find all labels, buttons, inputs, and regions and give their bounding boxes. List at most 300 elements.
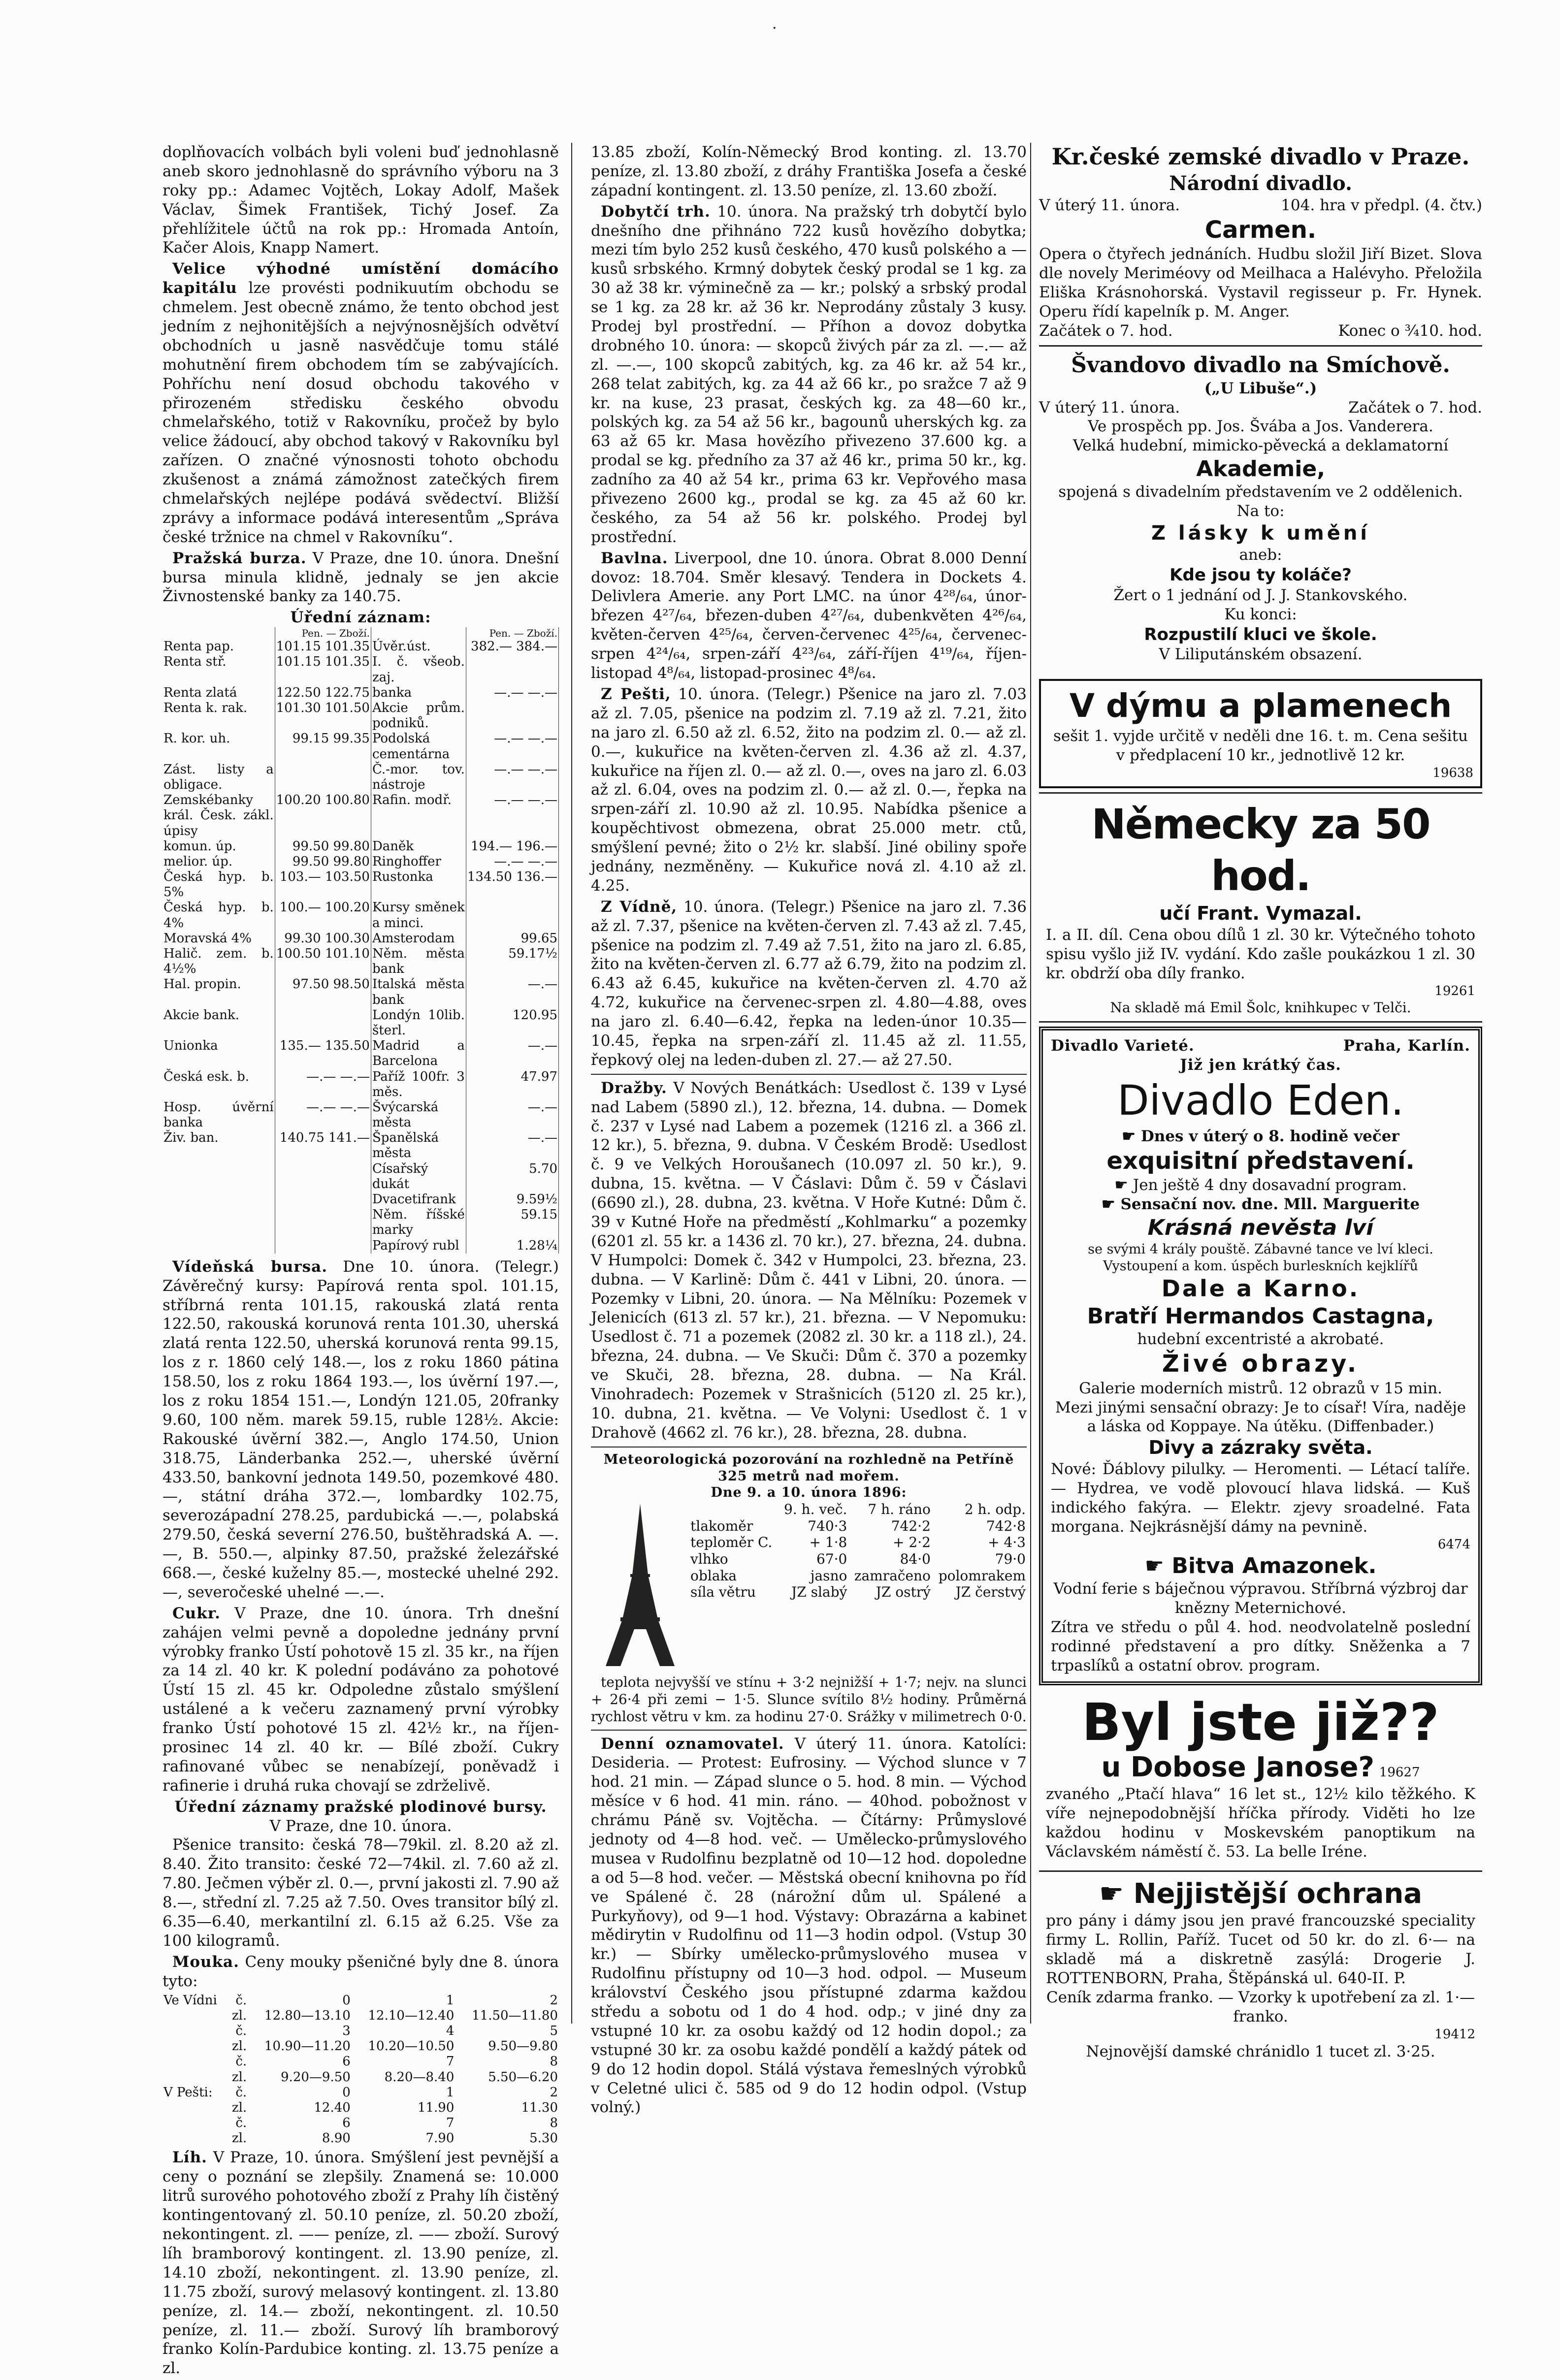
vienna-exchange-title: Vídeňská bursa. [172, 1257, 327, 1276]
exchange-row [162, 839, 559, 854]
exchange-row-cell: Renta pap. [162, 639, 275, 654]
flour-row-cell [162, 2039, 228, 2054]
flour-row-cell [162, 2100, 228, 2116]
exchange-row-cell: —.— —.— [466, 762, 558, 793]
pest-article [591, 685, 1027, 896]
exchange-row-cell: Kursy směnek a minci. [371, 900, 466, 931]
flour-row-cell: 12.80—13.10 [264, 2008, 351, 2023]
national-theatre-sub: Národní divadlo. [1169, 171, 1352, 195]
exchange-row-cell [162, 1238, 275, 1254]
exchange-row [162, 654, 559, 685]
ad-smoke-flames [1039, 679, 1482, 788]
ad2-num: 19261 [1434, 983, 1475, 998]
exchange-row [162, 731, 559, 762]
svanda-theatre [1039, 352, 1482, 664]
flour-table [162, 1993, 559, 2147]
exchange-row-cell: 100.50 101.10 [275, 946, 371, 977]
flour-row-cell: 3 [342, 2023, 351, 2038]
meteo-row-cell: 67·0 [816, 1551, 847, 1568]
exchange-row [162, 639, 559, 654]
exchange-row [162, 977, 559, 1007]
vienna-exchange [162, 1257, 559, 1602]
flour-row-cell: 7 [446, 2054, 455, 2069]
meteo-row-cell: teploměr C. [690, 1534, 773, 1551]
exchange-row-cell [162, 1192, 275, 1207]
meteo-row-cell: + 1·8 [809, 1534, 847, 1551]
svanda-title: Švandovo divadlo na Smíchově. [1071, 353, 1450, 378]
pest-title: Z Pešti, [601, 685, 671, 703]
exchange-row [162, 1238, 559, 1254]
pointing-hand-icon: ☛ [1099, 1878, 1124, 1910]
flour-row-cell: 7.90 [425, 2131, 455, 2146]
vienna-exchange-text: Dne 10. února. (Telegr.) Závěrečný kursy: Papírová renta spol. 101.15, stříbrná renta 101.15, rakouská zlatá renta 122.50, rakouská korunová renta 101.30, uherská zlatá renta 122.50, uherská korunová renta 99.15, los z r. 1860 celý 148.—, los z roku 1860 pátina 158.50, los z roku 1864 193.—, los úvěrní 197.—, los z roku 1854 151.—, Londýn 121.05, 20franky 9.60, 100 něm. marek 59.15, ruble 128½. Akcie: Rakouské úvěrní 382.—, Anglo 174.50, Union 318.75, Länderbanka 252.—, uherské úvěrní 433.50, bankovní jednota 149.50, pozemkové 480.—, státní dráha 372.—, lombardky 102.75, severozápadní 278.25, pardubická —.—, polabská 279.50, česká severní 276.50, buštěhradská A. —.—, B. 550.—, alpinky 87.50, pražské železářské 668.—, české kuželny 85.—, mostecké uhelné 292.—, severočeské uhelné —.—. [162, 1257, 559, 1601]
exchange-head-left: Pen. — Zboží. [275, 627, 371, 639]
exchange-row-cell: Rustonka [371, 869, 466, 900]
meteo-row-cell: 79·0 [995, 1551, 1026, 1568]
exchange-row [162, 1130, 559, 1161]
t1-end: Konec o ³⁄₄10. hod. [1338, 322, 1482, 340]
eden-l15: Nové: Ďáblovy pilulky. — Heromenti. — Létací talíře. — Hydrea, ve vodě plovoucí hlava lidská. — Kuš indického fakýra. — Elektr. zjevy sroadelné. Fata morgana. Nejkrásnější dámy na pevnině. [1051, 1460, 1470, 1536]
eden-l14: Divy a zázraky světa. [1148, 1437, 1373, 1459]
exchange-row-cell: Zemskébanky král. Česk. zákl. úpisy [162, 793, 275, 839]
flour-row-cell: zl. [231, 2131, 247, 2146]
meteo-row [689, 1518, 1027, 1535]
meteo-head-cell: 7 h. ráno [868, 1501, 931, 1518]
eden-l5: Krásná nevěsta lví [1147, 1215, 1374, 1240]
flour-row-cell: 5.50—6.20 [488, 2069, 558, 2085]
meteo-row-cell: jasno [810, 1567, 847, 1584]
eden-l12: Galerie moderních mistrů. 12 obrazů v 15 min. [1079, 1379, 1442, 1397]
meteo-row-cell: zamračeno [854, 1567, 931, 1584]
exchange-row-cell: Česká hyp. b. 4% [162, 900, 275, 931]
exchange-row-cell: Císařský dukát [371, 1161, 466, 1192]
exchange-row-cell: Papírový rubl [371, 1238, 466, 1254]
flour-row-cell: 11.30 [521, 2100, 558, 2115]
exchange-row-cell: —.— [466, 1100, 558, 1130]
flour-row [162, 2131, 559, 2146]
exchange-row-cell: I. č. všeob. zaj. [371, 654, 466, 685]
exchange-row [162, 1161, 559, 1192]
national-theatre-title: Kr.české zemské divadlo v Praze. [1051, 143, 1470, 170]
t2-text1: Ve prospěch pp. Jos. Švába a Jos. Vanderera. [1088, 418, 1433, 436]
pointing-hand-icon: ☛ [1114, 1176, 1128, 1194]
flour-row-cell: Ve Vídni [163, 1993, 217, 2008]
exchange-row [162, 900, 559, 931]
meteo-head-row [689, 1501, 1027, 1518]
exchange-row-cell: Něm. říšské marky [371, 1207, 466, 1238]
eden-l3-text: Jen ještě 4 dny dosavadní program. [1133, 1176, 1407, 1194]
crops-text: Pšenice transito: česká 78—79kil. zl. 8.20 až zl. 8.40. Žito transito: české 72—74kil. zl. 7.60 až zl. 7.80. Ječmen výběr zl. 0.—, první jakosti zl. 7.90 až 8.—, střední zl. 7.25 až 7.50. Oves transitor bílý zl. 6.35—6.40, merkantilní zl. 6.15 až 6.25. Vše za 100 kilogramů. [162, 1836, 559, 1950]
exchange-row-cell: 103.— 103.50 [275, 869, 371, 900]
exchange-row-cell: —.— —.— [275, 1100, 371, 1130]
t2-play1: Z lásky k umění [1151, 522, 1370, 545]
exchange-row-cell: Úvěr.úst. [371, 639, 466, 654]
eden-l17: Vodní ferie s báječnou výpravou. Stříbrná výzbroj dar knězny Meternichové. [1053, 1580, 1468, 1617]
exchange-row-cell: Paříž 100fr. 3 měs. [371, 1069, 466, 1100]
exchange-row-cell: 97.50 98.50 [275, 977, 371, 1007]
flour-row-cell: 0 [342, 1993, 351, 2008]
exchange-row-cell: Ringhoffer [371, 854, 466, 869]
exchange-row-cell: melior. úp. [162, 854, 275, 869]
prague-exchange-title: Pražská burza. [172, 549, 307, 567]
meteo-row-cell: oblaka [690, 1567, 737, 1584]
exchange-row-cell: 101.30 101.50 [275, 701, 371, 731]
exchange-row-cell: —.— —.— [466, 793, 558, 839]
vienna-grain-article [591, 898, 1027, 1070]
flour-row-cell: zl. [231, 2039, 247, 2054]
flour-row [162, 2054, 559, 2069]
ad4-title-text: Nejjistější ochrana [1133, 1878, 1423, 1910]
exchange-row-cell: 59.15 [466, 1207, 558, 1238]
exchange-row-cell: —.— —.— [466, 685, 558, 701]
flour-row-cell: 5.30 [529, 2131, 558, 2146]
ad1-text: sešit 1. vyjde určitě v neděli dne 16. t. m. Cena sešitu v předplacení 10 kr., jednotlivě 12 kr. [1053, 727, 1468, 765]
flour-row-cell: 6 [342, 2116, 351, 2131]
meteo-row-cell: síla větru [690, 1584, 756, 1601]
exchange-row-cell: Česká hyp. b. 5% [162, 869, 275, 900]
t2-akademie: Akademie, [1196, 456, 1325, 482]
flour-row-cell: 4 [446, 2023, 455, 2038]
eiffel-tower-illustration [591, 1501, 689, 1673]
exchange-row [162, 1192, 559, 1207]
eden-l4-text: Sensační nov. dne. Mll. Marguerite [1120, 1195, 1420, 1213]
column-3 [1039, 143, 1482, 2070]
exchange-row-cell: 194.— 196.— [466, 839, 558, 854]
exchange-row-cell [275, 1008, 371, 1038]
eden-l3 [1051, 1176, 1470, 1195]
exchange-row [162, 1008, 559, 1038]
flour-row-cell [162, 2070, 228, 2085]
flour-row-cell: 9.50—9.80 [488, 2039, 558, 2054]
flour-row-cell: zl. [231, 2069, 247, 2085]
ad-eden [1039, 1027, 1482, 1685]
eden-l13: Mezi jinými sensační obrazy: Je to císař! Víra, naděje a láska od Koppaye. Na útěku. (Diffenbader.) [1055, 1398, 1466, 1436]
auctions-text: V Nových Benátkách: Usedlost č. 139 v Lysé nad Labem (5890 zl.), 12. března, 14. dubna. — Domek č. 237 v Lysé nad Labem a pozemek (1216 zl. a 366 zl. 12 kr.), 5. března, 9. dubna. V Českém Brodě: Usedlost č. 9 ve Velkých Horoušanech (10.097 zl. 50 kr.), 9. dubna, 15. května. — V Čáslavi: Dům č. 59 v Čáslavi (6690 zl.), 28. dubna, 23. května. V Hoře Kutné: Dům č. 39 v Kutné Hoře na předměstí „Kohlmarku“ a pozemky (6201 zl. 55 kr. a 1436 zl. 70 kr.), 27. března, 24. dubna. V Humpolci: Domek č. 342 v Humpolci, 23. března, 23. dubna. — V Karlině: Dům č. 441 v Libni, 20. února. — Pozemky v Libni, 20. února. — Na Mělníku: Pozemek v Jelenicích (613 zl. 57 kr.), 21. března. — V Nepomuku: Usedlost č. 71 a pozemek (2082 zl. 30 kr. a 118 zl.), 24. března, 24. dubna. — Ve Skuči: Dům č. 370 a pozemky ve Skuči, 28. března, 28. dubna. — Na Král. Vinohradech: Pozemek v Strašnicích (5120 zl. 25 kr.), 10. dubna, 21. května. — Ve Volyni: Usedlost č. 1 v Drahově (4662 zl. 76 kr.), 28. března, 28. dubna. [591, 1079, 1027, 1442]
exchange-row-cell: Akcie prům. podniků. [371, 701, 466, 731]
meteo-title: Meteorologická pozorování na rozhledně na Petříně 325 metrů nad mořem. [603, 1451, 1014, 1484]
t2-date: V úterý 11. února. [1039, 398, 1180, 417]
flour-row-cell: 12.10—12.40 [368, 2008, 455, 2023]
flour-row-cell: 7 [446, 2116, 455, 2131]
pointing-hand-icon: ☛ [1122, 1127, 1136, 1145]
exchange-row-cell [466, 900, 558, 931]
eden-l9: Bratří Hermandos Castagna, [1087, 1304, 1434, 1329]
crops-date: V Praze, dne 10. února. [269, 1817, 452, 1835]
exchange-row-cell: Hal. propin. [162, 977, 275, 1007]
t1-play: Carmen. [1204, 216, 1317, 244]
flour-row-cell: č. [235, 2116, 247, 2131]
meteo-row-cell: 84·0 [900, 1551, 931, 1568]
eden-l8: Dale a Karno. [1161, 1275, 1360, 1302]
t2-play1b: Kde jsou ty koláče? [1170, 565, 1352, 585]
column-2 [591, 143, 1027, 2119]
meteo-date: Dne 9. a 10. února 1896: [711, 1485, 907, 1501]
flour-row [162, 2085, 559, 2100]
meteo-row-cell: + 2·2 [893, 1534, 931, 1551]
exchange-row-cell: R. kor. uh. [162, 731, 275, 762]
ad4-num: 19412 [1434, 2026, 1475, 2042]
exchange-row-cell: 120.95 [466, 1008, 558, 1038]
flour-text: Ceny mouky pšeničné byly dne 8. února tyto: [162, 1953, 559, 1990]
t2-play2: Rozpustilí kluci ve škole. [1144, 624, 1377, 644]
cattle-title: Dobytčí trh. [601, 202, 711, 221]
flour-row [162, 2100, 559, 2116]
t1-perf: 104. hra v předpl. (4. čtv.) [1281, 196, 1482, 214]
pest-text: 10. února. (Telegr.) Pšenice na jaro zl. 7.03 až zl. 7.05, pšenice na podzim zl. 7.19 až zl. 7.21, žito na jaro zl. 6.50 až zl. 6.52, žito na podzim zl. 0.— až zl. 0.—, kukuřice na květen-červen zl. 4.36 až zl. 4.37, kukuřice na říjen zl. 0.— až zl. 0.—, oves na jaro zl. 6.03 až zl. 6.04, oves na podzim zl. 0.— až zl. 0.—, řepka na srpen-září zl. 10.90 až zl. 10.95. Nabídka pšenice a koupěchtivost obmezena, obrat 25.000 metr. ctů, smýšlení pevné; žito o 2½ kr. slabší. Jiné obiliny spoře jednány, nezměněny. — Kukuřice nová zl. 4.10 až zl. 4.25. [591, 685, 1027, 895]
tower-icon [591, 1501, 689, 1669]
exchange-row-cell [275, 1207, 371, 1238]
flour-row-cell [162, 2024, 228, 2039]
meteo-row [689, 1551, 1027, 1568]
eden-top3: Již jen krátký čas. [1180, 1056, 1341, 1074]
exchange-row-cell: —.— —.— [466, 854, 558, 869]
prague-exchange [162, 549, 559, 607]
flour-row [162, 2116, 559, 2131]
meteo-row [689, 1584, 1027, 1601]
exchange-row-cell: 382.— 384.— [466, 639, 558, 654]
t1-text: Opera o čtyřech jednáních. Hudbu složil Jiří Bizet. Slova dle novely Meriméovy od Meilhaca a Halévyho. Přeložila Eliška Krásnohorská. Vystavil regisseur p. Fr. Hynek. Operu řídí kapelník p. M. Anger. [1039, 245, 1482, 321]
spirits-title: Líh. [172, 2149, 207, 2167]
exchange-row [162, 1069, 559, 1100]
ad4-title [1046, 1877, 1475, 1911]
meteo-table [689, 1501, 1027, 1601]
ad1-title: V dýmu a plamenech [1069, 687, 1452, 725]
intro-paragraph: doplňovacích volbách byli voleni buď jednohlasně aneb skoro jednohlasně do správního výboru na 3 roky pp.: Adamec Vojtěch, Lokay Adolf, Mašek Václav, Šimek František, Tichý Josef. Za přehlížitele účtů na rok pp.: Hromada Antoín, Kačer Alois, Knapp Namert. [162, 143, 559, 257]
flour-row-cell: 10.90—11.20 [264, 2039, 351, 2054]
flour-row-cell: 12.40 [314, 2100, 351, 2115]
sugar-title: Cukr. [172, 1604, 221, 1622]
exchange-row-cell [466, 701, 558, 731]
ad3-sub: u Dobose Janose? [1101, 1751, 1374, 1784]
exchange-row-cell [162, 1207, 275, 1238]
meteo-row-cell: tlakoměr [690, 1517, 753, 1534]
spirits-text: V Praze, 10. února. Smýšlení jest pevnější a ceny o poznání se zlepšily. Znamená se: 10.000 litrů surového pohotového zboží z Prahy líh čistěný kontingentovaný zl. 50.10 peníze, zl. 50.20 zboží, nekontingent. zl. —— peníze, zl. —— zboží. Surový líh bramborový kontingent. zl. 13.90 peníze, zl. 14.10 zboží, nekontingent. zl. 13.90 peníze, zl. 11.75 zboží, surový melasový kontingent. zl. 13.80 peníze, zl. 14.— zboží, nekontingent. zl. 10.50 peníze, zl. 11.— zboží. Surový líh bramborový franko Kolín-Pardubice konting. zl. 13.75 peníze a zl. [162, 2149, 559, 2378]
svanda-sub: („U Libuše“.) [1204, 379, 1317, 397]
t1-date: V úterý 11. února. [1039, 196, 1180, 214]
flour-row-cell: č. [235, 2054, 247, 2069]
capital-text: lze provésti podnikuutím obchodu se chmelem. Jest obecně známo, že tento obchod jest jedním z nejhonitějších a nejvýnosnějších odvětví obchodních u jasně nasvědčuje tomu stálé mohutnění firem obchodem tím se zabývajících. Pohříchu není dosud obchodu takového v přirozeném středisku českého obvodu chmelařského, totiž v Rakovníku, pročež by bylo velice žádoucí, aby obchod takový v Rakovníku byl zařízen. O značné výnosnosti tohoto obchodu zkušenost a známá zámožnost zatečkých firem chmelařských nejlépe podává svědectví. Bližší zprávy a informace podává interesentům „Správa české tržnice na chmel v Rakovníku“. [162, 279, 559, 546]
exchange-row [162, 701, 559, 731]
exchange-row-cell: 101.15 101.35 [275, 639, 371, 654]
t2-text3: spojená s divadelním představením ve 2 oddělenich. [1058, 483, 1463, 501]
flour-row-cell: 1 [446, 1993, 455, 2008]
eden-l11: Živé obrazy. [1162, 1350, 1360, 1378]
flour-row-cell: č. [235, 2085, 247, 2100]
column-rule-1 [571, 143, 572, 2024]
exchange-row [162, 1100, 559, 1130]
exchange-row-cell: Renta zlatá [162, 685, 275, 701]
column-rule-2 [1030, 143, 1031, 2024]
exchange-row-cell: Švýcarská města [371, 1100, 466, 1130]
flour-row-cell: 11.90 [417, 2100, 455, 2115]
cattle-text: 10. února. Na pražský trh dobytčí bylo dnešního dne přihnáno 722 kusů hovězího dobytka; mezi tím bylo 252 kusů českého, 470 kusů polského a — kusů srbského. Krmný dobytek český prodal se 1 kg. za 30 až 38 kr. výminečně za — kr.; polský a srbský prodal se 1 kg. za 28 kr. až 36 kr. Neprodány zůstaly 3 kusy. Prodej byl prostřední. — Příhon a dovoz dobytka drobného 10. února: — skopců živých pár za zl. —.— až zl. —.—, 100 skopců zabitých, kg. za 46 kr. až 54 kr., 268 telat zabitých, kg. za 44 až 66 kr., po sražce 7 až 9 kr. na kuse, 23 prasat, českých kg. za 48—60 kr., polských kg. za 54 až 56 kr., bagounů uherských kg. za 63 až 65 kr. Masa hovězího přivezeno 37.600 kg. a prodal se kg. předního za 37 až 46 kr., prima 50 kr., kg. zadního za 40 až 54 kr., prima 63 kr. Vepřového masa přivezeno 2600 kg., prodal se kg. za 45 až 60 kr. českého, za 54 až 56 kr. polského. Prodej byl prostřední. [591, 202, 1027, 546]
exchange-row-cell [466, 654, 558, 685]
ad1-num: 19638 [1432, 765, 1473, 780]
exchange-row-cell: 99.50 99.80 [275, 839, 371, 854]
exchange-row-cell: Č.-mor. tov. nástroje [371, 762, 466, 793]
pointing-hand-icon: ☛ [1144, 1553, 1165, 1579]
exchange-row-cell: —.— —.— [275, 1069, 371, 1100]
exchange-row-cell: —.— [466, 1038, 558, 1069]
exchange-row-cell: Česká esk. b. [162, 1069, 275, 1100]
eden-l16 [1051, 1552, 1470, 1579]
t2-aneb: aneb: [1239, 546, 1282, 564]
flour-row-cell [162, 2116, 228, 2131]
exchange-row-cell: Moravská 4% [162, 931, 275, 946]
exchange-row-cell: Londýn 10lib. šterl. [371, 1008, 466, 1038]
exchange-head [162, 627, 559, 639]
exchange-row-cell: 135.— 135.50 [275, 1038, 371, 1069]
flour-row-cell: č. [235, 2023, 247, 2038]
cotton-title: Bavlna. [601, 549, 668, 567]
auctions-title: Dražby. [601, 1079, 667, 1097]
flour-row [162, 1993, 559, 2008]
exchange-row-cell: —.— [466, 1130, 558, 1161]
meteo-head-cell: 9. h. več. [783, 1501, 847, 1518]
exchange-row [162, 946, 559, 977]
exchange-row [162, 854, 559, 869]
exchange-table [162, 627, 559, 1254]
eden-l6: se svými 4 krály pouště. Zábavné tance ve lví kleci. [1088, 1241, 1433, 1257]
meteo-head-cell [689, 1501, 779, 1518]
flour-row-cell [162, 2008, 228, 2024]
spirits-article [162, 2148, 559, 2378]
exchange-row-cell: 134.50 136.— [466, 869, 558, 900]
t2-start: Začátek o 7. hod. [1348, 398, 1482, 417]
exchange-row [162, 931, 559, 946]
capital-title: Velice výhodné umístění domácího kapitálu [162, 260, 559, 297]
flour-row-cell: 10.20—10.50 [368, 2039, 455, 2054]
meteo-head-cell: 2 h. odp. [964, 1501, 1026, 1518]
meteo-row [689, 1534, 1027, 1551]
exchange-row-cell: Dvacetifrank [371, 1192, 466, 1207]
meteo-row-cell: 742·8 [986, 1517, 1026, 1534]
ad-german [1039, 792, 1482, 1023]
exchange-row-cell: Renta stř. [162, 654, 275, 685]
flour-row-cell: 2 [550, 2085, 558, 2100]
column-1 [162, 143, 559, 2380]
flour-row-cell: 8.90 [322, 2131, 351, 2146]
flour-article [162, 1953, 559, 1991]
capital-article [162, 259, 559, 547]
exchange-row-cell: 5.70 [466, 1161, 558, 1192]
ad2-foot: Na skladě má Emil Šolc, knihkupec v Telči. [1110, 999, 1411, 1016]
flour-row-cell: č. [235, 1993, 247, 2008]
meteo-row-cell: 740·3 [808, 1517, 847, 1534]
vienna-grain-text: 10. února. (Telegr.) Pšenice na jaro zl. 7.36 až zl. 7.37, pšenice na květen-červen zl. 7.43 až zl. 7.45, pšenice na podzim zl. 7.49 až 7.51, žito na jaro zl. 6.85, žito na květen-červen zl. 6.77 až 6.79, žito na podzim zl. 6.43 až 6.45, kukuřice na květen-červen zl. 4.70 až 4.72, kukuřice na červenec-srpen zl. 4.80—4.88, oves na jaro zl. 6.40—6.42, řepka na leden-únor 10.35—10.45, řepka na srpen-září zl. 11.45 až zl. 11.55, řepkový olej na leden-duben zl. 27.— až 27.50. [591, 898, 1027, 1069]
flour-row-cell: 8 [550, 2054, 558, 2069]
meteo-row-cell: JZ čerstvý [955, 1584, 1026, 1601]
exchange-row-cell [275, 1238, 371, 1254]
ad4-text2: Ceník zdarma franko. — Vzorky k upotřebení za zl. 1·— franko. [1046, 1988, 1475, 2026]
eden-l4 [1051, 1195, 1470, 1214]
exchange-row-cell: 100.— 100.20 [275, 900, 371, 931]
meteo-row-cell: vlhko [690, 1551, 728, 1568]
ad2-text: I. a II. díl. Cena obou dílů 1 zl. 30 kr. Výtečného tohoto spisu vyšlo již IV. vydání. Kdo zašle poukázkou 1 zl. 30 kr. obdrží oba díly franko. [1046, 926, 1475, 982]
sugar-text: V Praze, dne 10. února. Trh dnešní zahájen velmi pevně a dopoledne jednány první výrobky franko Ústí pohotově 15 zl. 35 kr., na říjen za 14 zl. 40 kr. K polední podáváno za pohotové Ústí 15 zl. 45 kr. Odpoledne zůstalo smýšlení ustálené a k večeru zaznamený první výrobky franko Ústí pohotové 15 zl. 42½ kr., na říjen-prosinec 14 zl. 40 kr. — Bílé zboží. Cukry rafinované vůbec se nenabízejí, poněvadž i rafinerie i druhá ruka chovají se zdrželivě. [162, 1604, 559, 1795]
flour-row [162, 2070, 559, 2085]
pointing-hand-icon: ☛ [1101, 1195, 1115, 1213]
exchange-row-cell: Zást. listy a obligace. [162, 762, 275, 793]
exchange-row-cell: 101.15 101.35 [275, 654, 371, 685]
meteo-row-cell: polomrakem [938, 1567, 1026, 1584]
exchange-row [162, 1207, 559, 1238]
exchange-row-cell: 99.65 [466, 931, 558, 946]
exchange-row [162, 869, 559, 900]
meteo-row-cell: + 4·3 [988, 1534, 1026, 1551]
national-theatre [1039, 143, 1482, 340]
eden-l16-text: Bitva Amazonek. [1171, 1553, 1377, 1579]
exchange-row-cell: Unionka [162, 1038, 275, 1069]
meteo-row-cell: JZ ostrý [876, 1584, 931, 1601]
cotton-text: Liverpool, dne 10. února. Obrat 8.000 Denní dovoz: 18.704. Směr klesavý. Tendera in Dockets 4. Delivlera Amerie. any Port LMC. na únor 4²⁸/₆₄, únor-březen 4²⁷/₆₄, březen-duben 4²⁷/₆₄, dubenkvěten 4²⁶/₆₄, květen-červen 4²⁵/₆₄, červen-červenec 4²⁵/₆₄, červenec-srpen 4²⁴/₆₄, srpen-září 4²³/₆₄, září-říjen 4¹⁹/₆₄, říjen-listopad 4⁸/₆₄, listopad-prosinec 4⁸/₆₄. [591, 549, 1027, 682]
top-mark: · [772, 20, 777, 37]
flour-row-cell: V Pešti: [163, 2085, 213, 2100]
exchange-row-cell: 47.97 [466, 1069, 558, 1100]
exchange-row-cell: —.— —.— [466, 731, 558, 762]
eden-num: 6474 [1437, 1537, 1470, 1552]
exchange-row-cell: Rafin. modř. [371, 793, 466, 839]
daily-article [591, 1735, 1027, 2118]
sugar-article [162, 1604, 559, 1796]
exchange-row-cell: 100.20 100.80 [275, 793, 371, 839]
meteo-row-cell: JZ slabý [791, 1584, 847, 1601]
exchange-row-cell: 122.50 122.75 [275, 685, 371, 701]
t2-text2: Velká hudební, mimicko-pěvecká a deklamatorní [1072, 437, 1449, 455]
exchange-row-cell: 99.30 100.30 [275, 931, 371, 946]
ad3-num: 19627 [1379, 1765, 1420, 1780]
auctions-article [591, 1079, 1027, 1443]
eden-l18: Zítra ve středu o půl 4. hod. neodvolatelně poslední rodinné představení a pro dítky. Sněženka a 7 trpaslíků a ostatní obrov. program. [1051, 1618, 1470, 1674]
exchange-row-cell: banka [371, 685, 466, 701]
cattle-article [591, 202, 1027, 547]
flour-row-cell: 5 [550, 2023, 558, 2038]
daily-text: V úterý 11. února. Katolíci: Desideria. — Protest: Eufrosiny. — Východ slunce v 7 hod. 21 min. — Západ slunce o 5. hod. 8 min. — Východ měsíce v 6 hod. 41 min. ráno. — 40hod. pobožnost v chrámu Páně sv. Vojtěcha. — Čítárny: Průmyslové jednoty od 4—8 hod. več. — Umělecko-průmyslového musea v Rudolfinu bezplatně od 10—12 hod. dopoledne a od 5—8 hod. večer. — Městská obecní knihovna po říd ve Spálené č. 28 (nárožní dům ul. Spálené a Purkyňovy), od 9—1 hod. Výstavy: Obrazárna a kabinet mědirytin v Rudolfinu od 11—3 hodin odpol. (Vstup 30 kr.) — Sbírky umělecko-průmyslového musea v Rudolfinu přístupny od 10—3 hod. odpol. — Museum království Českého jsou přístupné zdarma každou středu a sobotu od 1 do 4 hod. odp.; v jiné dny za vstupné 10 kr. za osobu každý od 12 hodin dopol.; za vstupné 30 kr. za osobu každé pondělí a každý pátek od 9 do 12 hodin dopol. Stálá výstava řemeslných výrobků v Celetné ulici č. 585 od 9 do 12 hodin odpol. (Vstup volný.) [591, 1735, 1027, 2117]
t2-play2b: V Liliputánském obsazení. [1159, 645, 1363, 664]
t2-konec: Ku konci: [1224, 605, 1297, 623]
flour-row-cell: 2 [550, 1993, 558, 2008]
eden-l2: exquisitní představení. [1106, 1147, 1415, 1175]
exchange-row-cell [275, 1192, 371, 1207]
prague-exchange-text: V Praze, dne 10. února. Dnešní bursa minula klidně, jednaly se jen akcie Živnostenské banky za 140.75. [162, 549, 559, 606]
ad4-text: pro pány i dámy jsou jen pravé francouzské speciality firmy L. Rollin, Paříž. Tucet od 50 kr. do zl. 6·— na skladě má a diskretně zasýlá: Drogerie J. ROTTENBORN, Praha, Štěpánská ul. 640-II. P. [1046, 1912, 1475, 1987]
exchange-row-cell: Hosp. úvěrní banka [162, 1100, 275, 1130]
exchange-row-cell [275, 1161, 371, 1192]
t2-play1c: Žert o 1 jednání od J. J. Stankovského. [1113, 586, 1408, 604]
flour-row-cell: 6 [342, 2054, 351, 2069]
flour-row-cell [162, 2054, 228, 2069]
col2-top-text: 13.85 zboží, Kolín-Německý Brod konting. zl. 13.70 peníze, zl. 13.80 zboží, z dráhy Františka Josefa a české západní kontingent. zl. 13.50 peníze, zl. 13.60 zboží. [591, 143, 1027, 199]
flour-row [162, 2024, 559, 2039]
flour-row-cell: 8 [550, 2116, 558, 2131]
exchange-row-cell: komun. úp. [162, 839, 275, 854]
exchange-row-cell [275, 762, 371, 793]
exchange-row-cell: Halič. zem. b. 4½% [162, 946, 275, 977]
exchange-row [162, 685, 559, 701]
exchange-row-cell: —.— [466, 977, 558, 1007]
exchange-row-cell: Daněk [371, 839, 466, 854]
vienna-grain-title: Z Vídně, [601, 898, 678, 916]
exchange-row-cell [162, 1161, 275, 1192]
eden-top2: Praha, Karlín. [1343, 1037, 1470, 1055]
ad-rollin [1039, 1870, 1482, 2066]
exchange-row-cell: Něm. města bank [371, 946, 466, 977]
eden-l7: Vystoupení a kom. úspěch burleskních kejklířů [1103, 1258, 1418, 1274]
t1-start: Začátek o 7. hod. [1039, 322, 1173, 340]
flour-row-cell [162, 2131, 228, 2146]
ad2-title: Německy za 50 hod. [1091, 800, 1430, 900]
flour-row-cell: zl. [231, 2008, 247, 2023]
